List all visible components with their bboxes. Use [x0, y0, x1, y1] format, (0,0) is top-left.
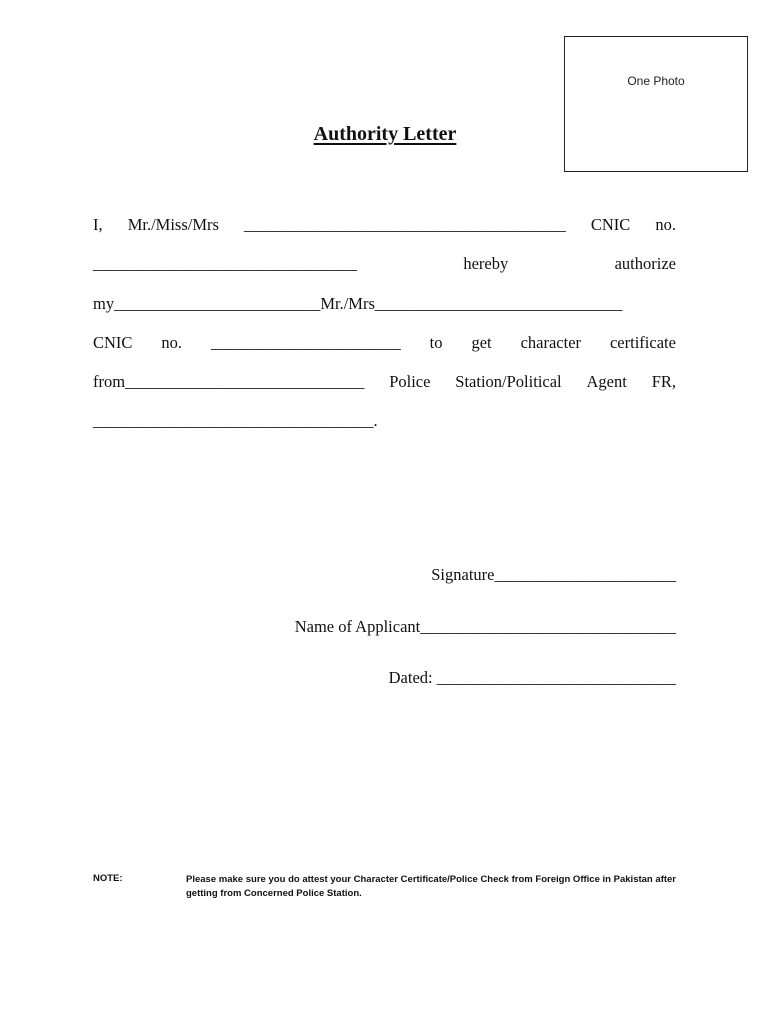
letter-title: Authority Letter	[313, 123, 457, 145]
body-word: no.	[161, 333, 182, 352]
body-line-1	[93, 215, 676, 235]
body-word: CNIC	[93, 333, 133, 352]
body-line-3	[93, 294, 676, 314]
dated-field: Dated: _____________________________	[388, 668, 676, 687]
body-word: certificate	[609, 333, 676, 352]
body-word: CNIC	[590, 215, 631, 234]
body-word: get	[471, 333, 492, 352]
body-word: character	[520, 333, 582, 352]
photo-box	[564, 36, 748, 172]
body-word: I,	[93, 215, 103, 234]
body-line-6	[93, 411, 676, 431]
body-word: authorize	[614, 254, 676, 273]
body-line-2	[93, 254, 676, 274]
applicant-name-field: Name of Applicant_______________________________	[294, 617, 676, 636]
body-word: to	[429, 333, 443, 352]
body-line-4	[93, 333, 676, 353]
body-word: FR,	[651, 372, 676, 391]
location-blank: __________________________________.	[93, 411, 378, 430]
body-word: hereby	[463, 254, 509, 273]
signature-field: Signature______________________	[431, 565, 676, 584]
cnic-blank: ________________________________	[93, 254, 357, 273]
station-blank: from_____________________________	[93, 372, 365, 391]
body-word: Mr./Miss/Mrs	[127, 215, 219, 234]
cnic-blank: _______________________	[210, 333, 401, 352]
body-word: no.	[655, 215, 676, 234]
body-word: Agent	[586, 372, 627, 391]
note-label: NOTE:	[93, 873, 123, 884]
name-blank: _______________________________________	[244, 215, 566, 234]
body-line-5	[93, 372, 676, 392]
photo-box-label: One Photo	[627, 74, 685, 88]
body-word: Station/Political	[455, 372, 562, 391]
body-word: Police	[389, 372, 431, 391]
relation-blank: my_________________________Mr./Mrs______________________________	[93, 294, 623, 313]
note-text: Please make sure you do attest your Character Certificate/Police Check from Foreign Office in Pakistan after getting from Concerned Police Station.	[186, 874, 676, 899]
